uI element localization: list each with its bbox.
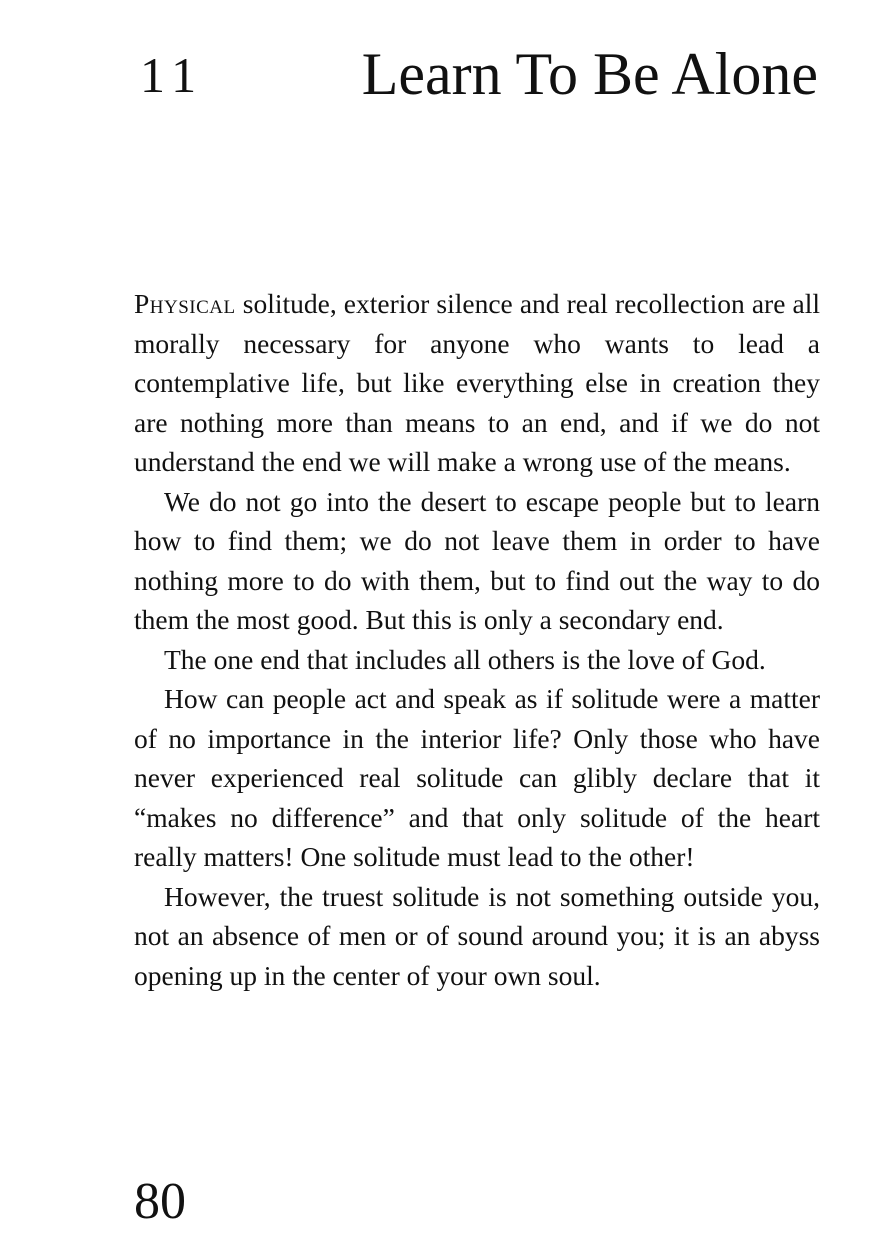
chapter-number: 11 <box>140 47 205 103</box>
paragraph-5: However, the truest solitude is not something outside you, not an absence of men or of sound around you; it is an abyss opening up in the center of your own soul. <box>134 880 820 991</box>
page-number: 80 <box>134 1173 186 1230</box>
chapter-title: Learn To Be Alone <box>361 41 818 107</box>
paragraph-4: How can people act and speak as if solitude were a matter of no importance in the interior life? Only those who have never experienced real solitude can glibly declare that it “makes no difference” and that only solitude of the heart really matters! One solitude must lead to the other! <box>134 683 820 872</box>
paragraph-text: solitude, exterior silence and real recollection are all morally necessary for anyone who wants to lead a contemplative life, but like everything else in creation they are nothing more than means to an end, and if we do not understand the end we will make a wrong use of the means. <box>134 288 820 477</box>
chapter-header <box>140 41 818 114</box>
paragraph-1 <box>134 284 820 482</box>
paragraph-lead-word: Physical <box>134 288 236 319</box>
chapter-body <box>134 284 820 995</box>
paragraph-2: We do not go into the desert to escape people but to learn how to find them; we do not leave them in order to have nothing more to do with them, but to find out the way to do them the most good. But this is only a secondary end. <box>134 485 820 635</box>
paragraph-3: The one end that includes all others is the love of God. <box>164 643 766 675</box>
